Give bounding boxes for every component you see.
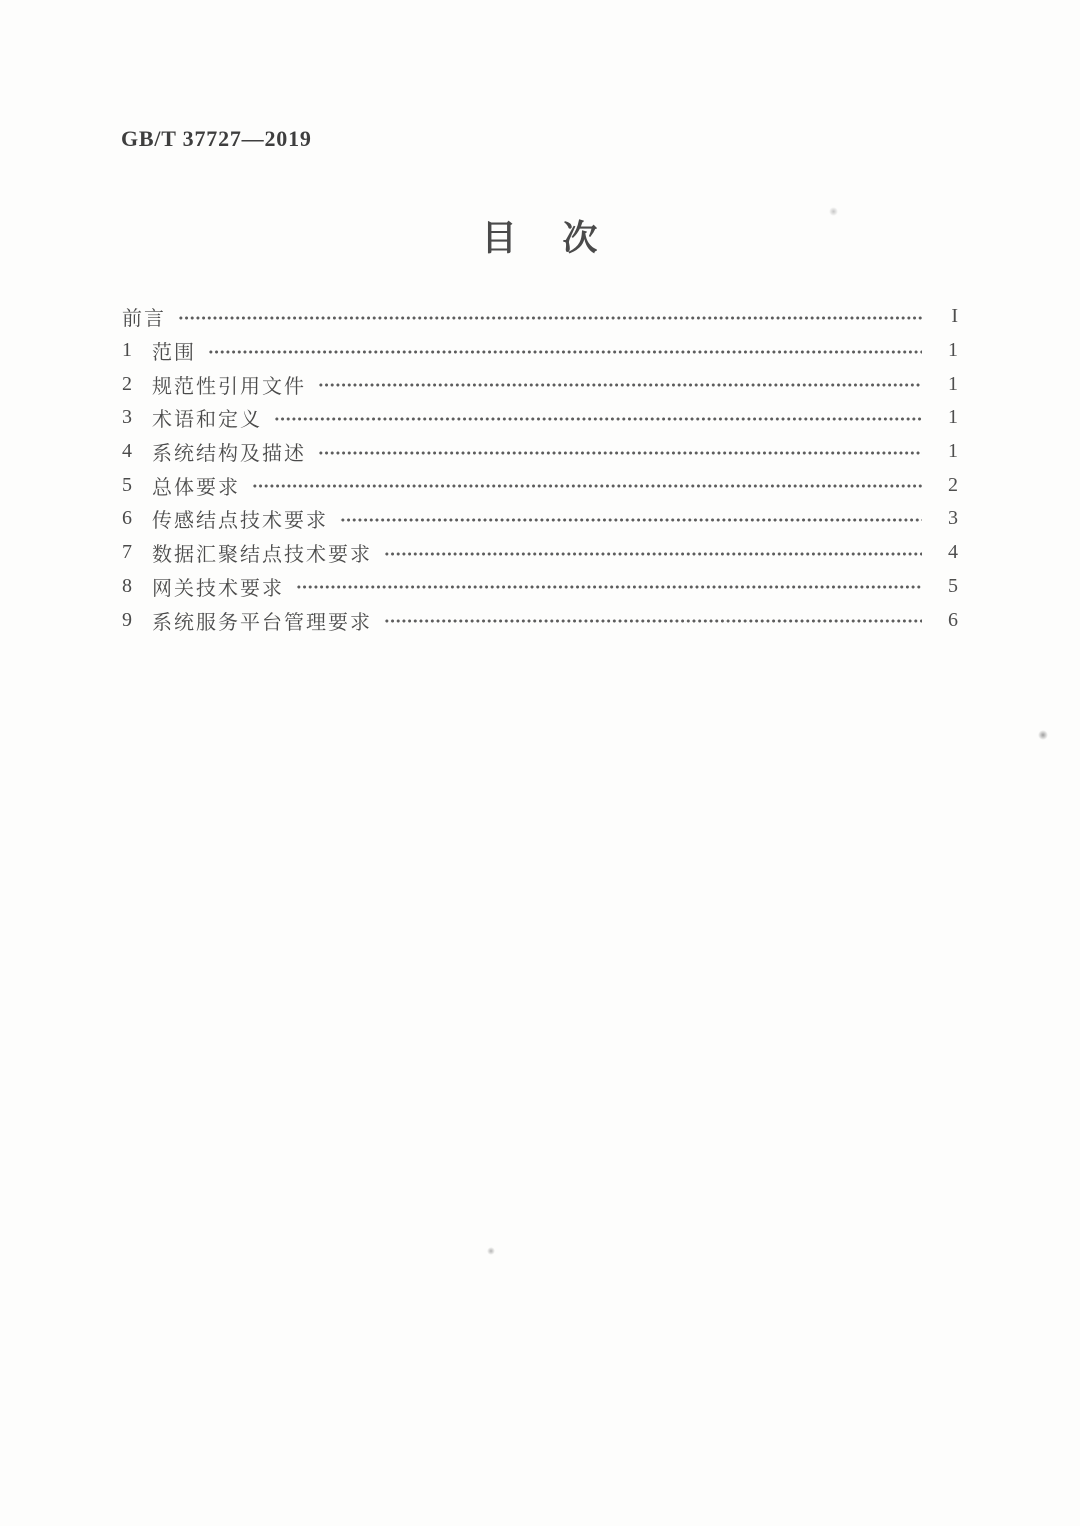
toc-entry-number: 1 [122,339,133,362]
dotted-leader [318,375,922,395]
toc-row [122,502,958,536]
toc-entry-label: 规范性引用文件 [152,375,306,398]
toc-row [122,435,958,469]
toc-entry-label: 系统服务平台管理要求 [152,611,372,634]
toc-entry-number: 8 [122,574,133,597]
toc-entry-page: I [951,305,958,328]
toc-row [122,401,958,435]
dotted-leader [274,409,922,429]
toc-row [122,367,958,401]
toc-entry-page: 1 [948,372,958,395]
dotted-leader [178,308,922,328]
toc-entry-label: 范围 [152,342,196,365]
toc-entry-label: 术语和定义 [152,409,262,432]
toc-entry-page: 3 [948,507,958,530]
toc-entry-page: 1 [948,339,958,362]
toc-entry-page: 4 [948,541,958,564]
toc-entry-number: 4 [122,440,133,463]
toc-entry-page: 2 [948,473,958,496]
toc-entry-label: 总体要求 [152,476,240,499]
toc-row [122,334,958,368]
toc-entry-number: 3 [122,406,133,429]
scan-speck [1038,730,1048,740]
toc-entry-number: 7 [122,541,133,564]
toc-entry-page: 1 [948,406,958,429]
dotted-leader [318,443,922,463]
toc-entry-label: 数据汇聚结点技术要求 [152,544,372,567]
dotted-leader [384,611,922,631]
page-title: 目 次 [481,219,599,258]
toc-row [122,468,958,502]
toc-entry-page: 5 [948,574,958,597]
table-of-contents [122,300,958,637]
dotted-leader [384,544,922,564]
scan-speck [829,207,838,216]
toc-entry-label: 网关技术要求 [152,577,284,600]
toc-entry-label: 前言 [122,308,166,331]
toc-entry-page: 6 [948,608,958,631]
standard-number: GB/T 37727—2019 [121,126,312,151]
toc-entry-label: 系统结构及描述 [152,443,306,466]
toc-row [122,570,958,604]
toc-entry-number: 5 [122,473,133,496]
toc-row [122,300,958,334]
scan-speck [487,1247,495,1255]
toc-entry-number: 9 [122,608,133,631]
dotted-leader [340,510,922,530]
toc-row [122,603,958,637]
toc-entry-number: 2 [122,372,133,395]
toc-entry-label: 传感结点技术要求 [152,510,328,533]
dotted-leader [208,342,922,362]
toc-entry-page: 1 [948,440,958,463]
toc-entry-number: 6 [122,507,133,530]
toc-row [122,536,958,570]
dotted-leader [296,577,922,597]
dotted-leader [252,476,922,496]
